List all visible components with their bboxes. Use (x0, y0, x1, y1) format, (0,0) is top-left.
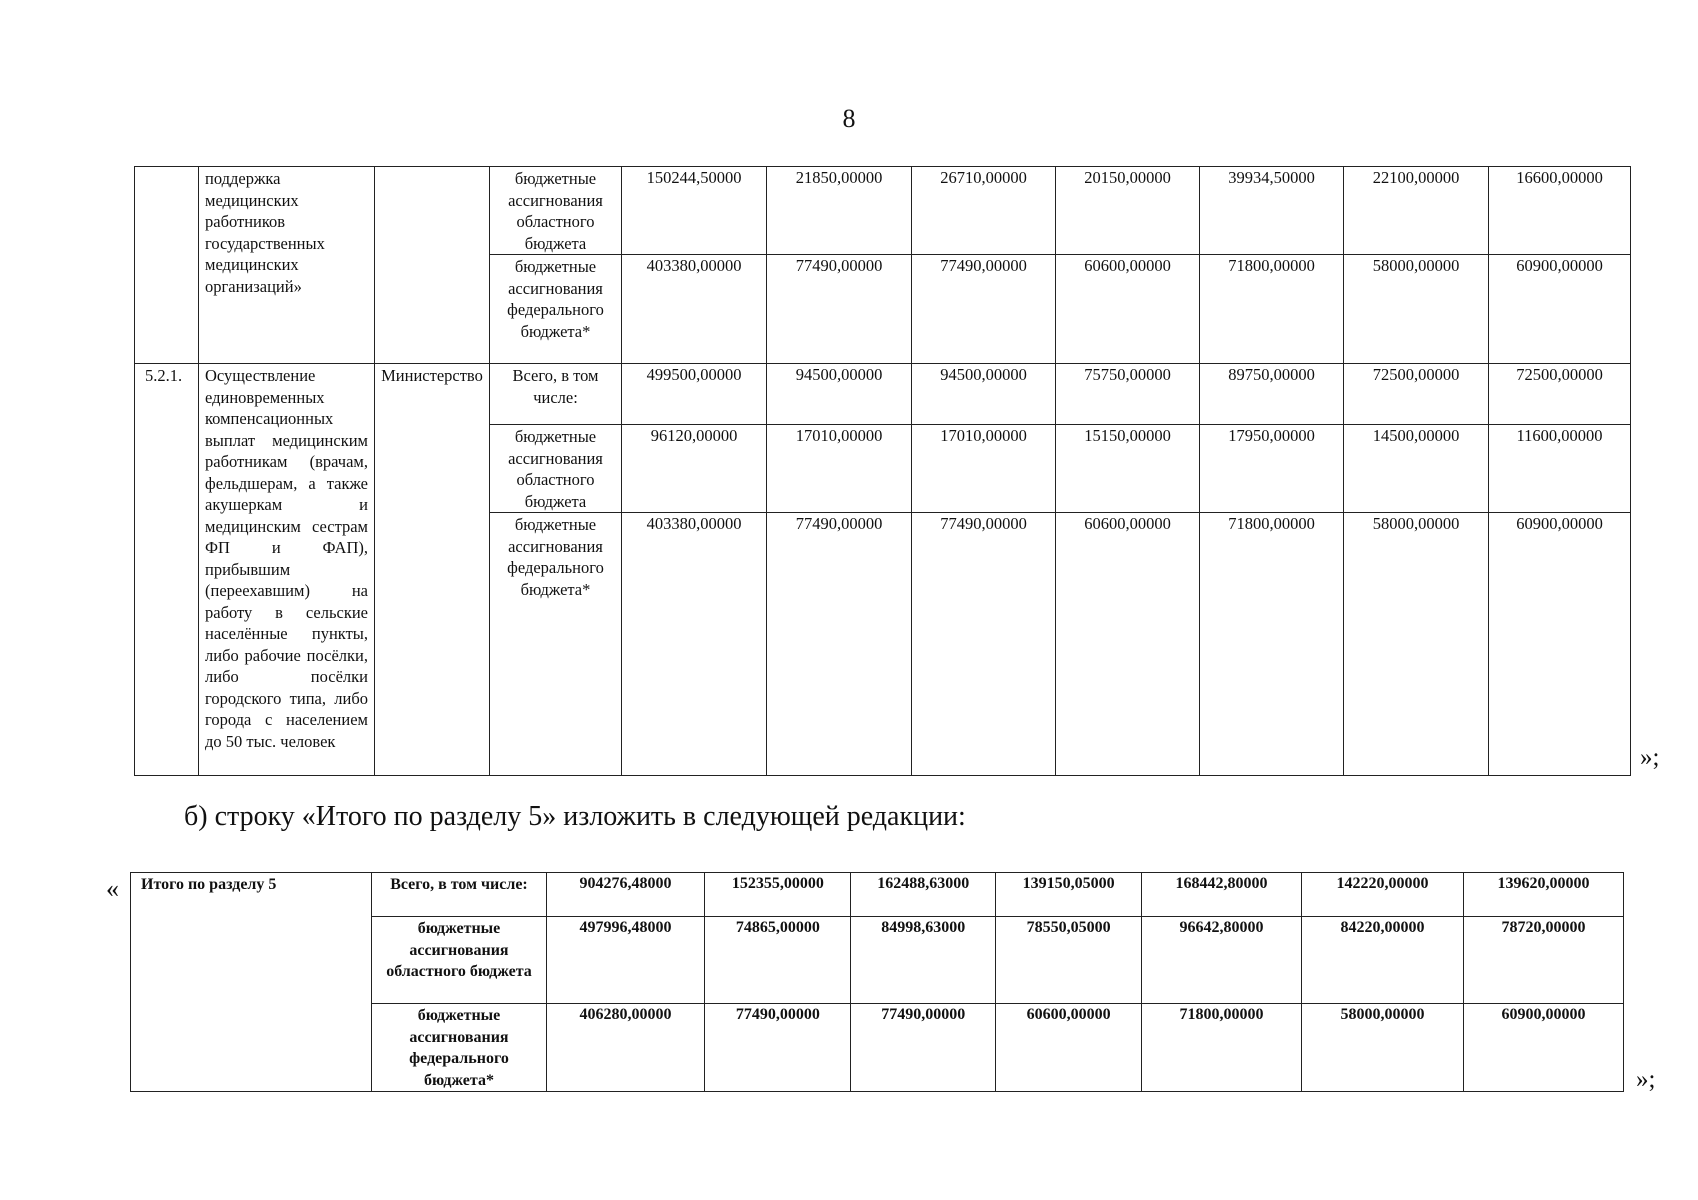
table-row (131, 873, 1624, 917)
source-label: бюджетные ассигнования областного бюджета (490, 425, 622, 513)
value-cell: 60900,00000 (1489, 255, 1631, 364)
value-cell: 16600,00000 (1489, 167, 1631, 255)
value-cell: 21850,00000 (767, 167, 912, 255)
value-cell: 403380,00000 (622, 255, 767, 364)
closing-quote-2: »; (1636, 1066, 1656, 1093)
responsible-org: Министерство (375, 364, 490, 776)
value-cell: 74865,00000 (705, 917, 851, 1004)
program-table (134, 166, 1631, 776)
value-cell: 75750,00000 (1056, 364, 1200, 425)
value-cell: 60900,00000 (1463, 1004, 1623, 1092)
value-cell: 17010,00000 (912, 425, 1056, 513)
item-name: Осуществление единовременных компенсационных выплат медицинским работникам (врачам, фельдшерам, а также акушеркам и медицинским сестрам ФП и ФАП), прибывшим (переехавшим) на работу в сельские населённые пункты, либо рабочие посёлки, либо посёлки городского типа, либо города с населением до 50 тыс. человек (199, 364, 375, 776)
source-label: бюджетные ассигнования областного бюджета (372, 917, 546, 1004)
value-cell: 904276,48000 (546, 873, 705, 917)
table-row (135, 364, 1631, 425)
value-cell: 94500,00000 (912, 364, 1056, 425)
value-cell: 403380,00000 (622, 513, 767, 776)
value-cell: 15150,00000 (1056, 425, 1200, 513)
item-code: 5.2.1. (135, 364, 199, 776)
code-cell-empty (135, 167, 199, 364)
source-label: бюджетные ассигнования федерального бюджета* (490, 513, 622, 776)
value-cell: 150244,50000 (622, 167, 767, 255)
value-cell: 89750,00000 (1200, 364, 1344, 425)
value-cell: 77490,00000 (705, 1004, 851, 1092)
value-cell: 78720,00000 (1463, 917, 1623, 1004)
item-name: поддержка медицинских работников государственных медицинских организаций» (199, 167, 375, 364)
value-cell: 84220,00000 (1302, 917, 1464, 1004)
value-cell: 26710,00000 (912, 167, 1056, 255)
section-total-table (130, 872, 1624, 1092)
table-row (135, 167, 1631, 255)
source-label: бюджетные ассигнования федерального бюджета* (490, 255, 622, 364)
opening-quote: « (106, 874, 119, 903)
value-cell: 162488,63000 (851, 873, 996, 917)
org-cell-empty (375, 167, 490, 364)
value-cell: 406280,00000 (546, 1004, 705, 1092)
value-cell: 22100,00000 (1344, 167, 1489, 255)
value-cell: 71800,00000 (1200, 513, 1344, 776)
value-cell: 77490,00000 (912, 513, 1056, 776)
value-cell: 20150,00000 (1056, 167, 1200, 255)
value-cell: 77490,00000 (767, 513, 912, 776)
value-cell: 77490,00000 (912, 255, 1056, 364)
value-cell: 499500,00000 (622, 364, 767, 425)
value-cell: 71800,00000 (1142, 1004, 1302, 1092)
value-cell: 497996,48000 (546, 917, 705, 1004)
value-cell: 84998,63000 (851, 917, 996, 1004)
value-cell: 168442,80000 (1142, 873, 1302, 917)
value-cell: 17950,00000 (1200, 425, 1344, 513)
value-cell: 14500,00000 (1344, 425, 1489, 513)
closing-quote: »; (1640, 744, 1660, 771)
source-label: бюджетные ассигнования областного бюджета (490, 167, 622, 255)
value-cell: 94500,00000 (767, 364, 912, 425)
value-cell: 72500,00000 (1489, 364, 1631, 425)
value-cell: 78550,05000 (996, 917, 1142, 1004)
value-cell: 142220,00000 (1302, 873, 1464, 917)
source-label: Всего, в том числе: (490, 364, 622, 425)
source-label: Всего, в том числе: (372, 873, 546, 917)
value-cell: 77490,00000 (767, 255, 912, 364)
value-cell: 60600,00000 (1056, 513, 1200, 776)
value-cell: 139620,00000 (1463, 873, 1623, 917)
value-cell: 58000,00000 (1302, 1004, 1464, 1092)
source-label: бюджетные ассигнования федерального бюджета* (372, 1004, 546, 1092)
value-cell: 11600,00000 (1489, 425, 1631, 513)
value-cell: 58000,00000 (1344, 255, 1489, 364)
value-cell: 58000,00000 (1344, 513, 1489, 776)
value-cell: 17010,00000 (767, 425, 912, 513)
value-cell: 72500,00000 (1344, 364, 1489, 425)
value-cell: 139150,05000 (996, 873, 1142, 917)
value-cell: 77490,00000 (851, 1004, 996, 1092)
value-cell: 60600,00000 (1056, 255, 1200, 364)
page-number: 8 (842, 104, 856, 133)
value-cell: 152355,00000 (705, 873, 851, 917)
value-cell: 60600,00000 (996, 1004, 1142, 1092)
value-cell: 96120,00000 (622, 425, 767, 513)
amendment-instruction: б) строку «Итого по разделу 5» изложить в следующей редакции: (184, 801, 966, 832)
value-cell: 71800,00000 (1200, 255, 1344, 364)
value-cell: 96642,80000 (1142, 917, 1302, 1004)
value-cell: 39934,50000 (1200, 167, 1344, 255)
value-cell: 60900,00000 (1489, 513, 1631, 776)
total-label: Итого по разделу 5 (131, 873, 372, 1092)
